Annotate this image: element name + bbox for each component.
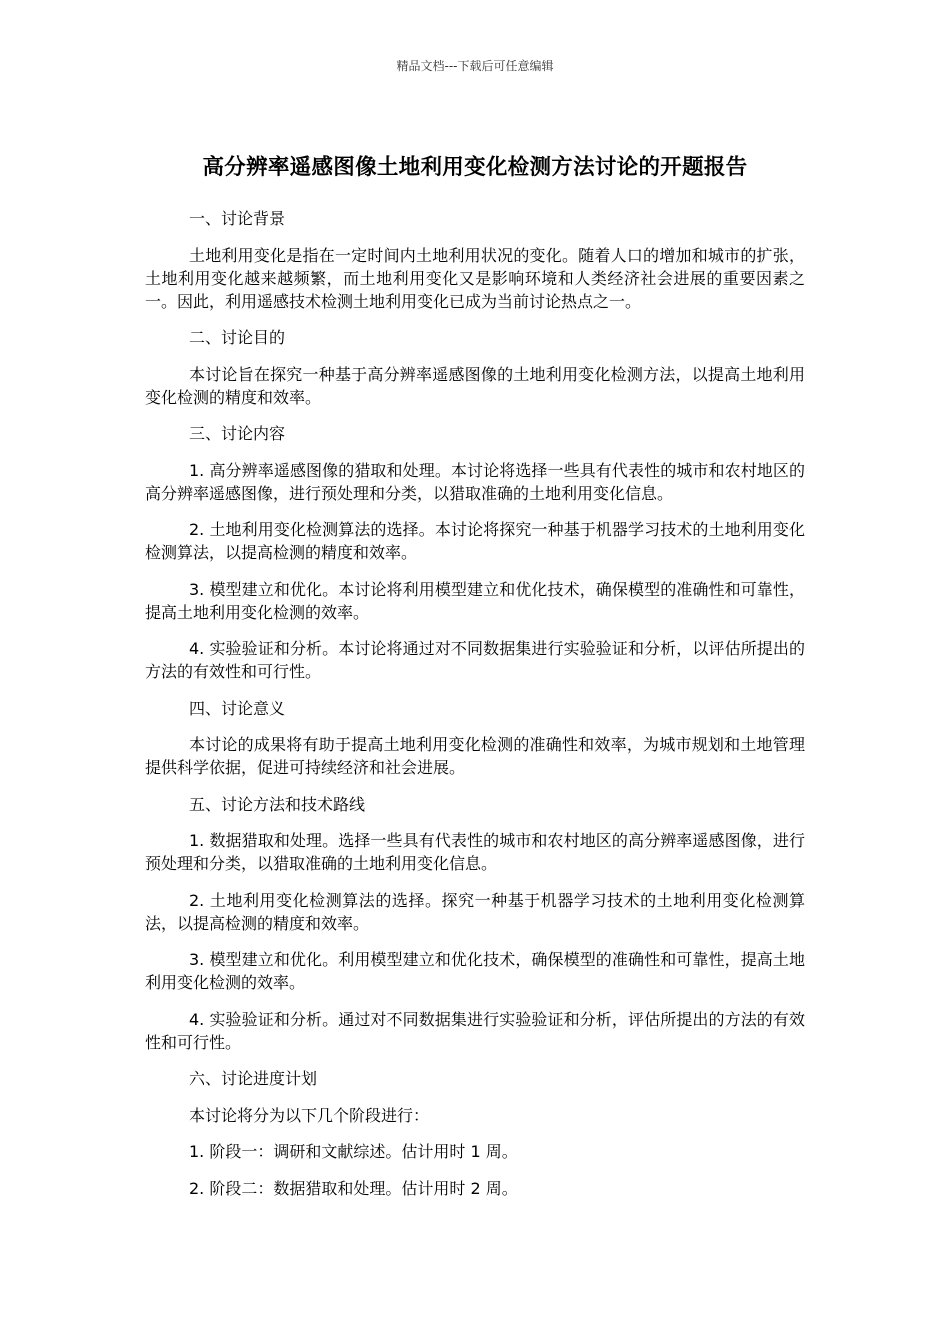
document-title: 高分辨率遥感图像土地利用变化检测方法讨论的开题报告 <box>202 155 748 181</box>
schedule-intro: 本讨论将分为以下几个阶段进行： <box>189 1105 430 1125</box>
methods-item-4: 4. 实验验证和分析。通过对不同数据集进行实验验证和分析，评估所提出的方法的有效性和可行性。 <box>145 1009 805 1052</box>
methods-item-3: 3. 模型建立和优化。利用模型建立和优化技术，确保模型的准确性和可靠性，提高土地利用变化检测的效率。 <box>145 950 805 992</box>
significance-paragraph: 本讨论的成果将有助于提高土地利用变化检测的准确性和效率，为城市规划和土地管理提供科学依据，促进可持续经济和社会进展。 <box>145 735 805 777</box>
section-heading-purpose: 二、讨论目的 <box>189 328 286 347</box>
purpose-paragraph: 本讨论旨在探究一种基于高分辨率遥感图像的土地利用变化检测方法，以提高土地利用变化检测的精度和效率。 <box>145 364 805 407</box>
content-item-2: 2. 土地利用变化检测算法的选择。本讨论将探究一种基于机器学习技术的土地利用变化检测算法，以提高检测的精度和效率。 <box>145 520 805 562</box>
section-heading-significance: 四、讨论意义 <box>189 698 286 718</box>
section-heading-methods: 五、讨论方法和技术路线 <box>189 794 366 814</box>
schedule-item-2: 2. 阶段二：数据猎取和处理。估计用时 2 周。 <box>189 1178 518 1198</box>
schedule-item-1: 1. 阶段一：调研和文献综述。估计用时 1 周。 <box>189 1142 518 1161</box>
background-paragraph: 土地利用变化是指在一定时间内土地利用状况的变化。随着人口的增加和城市的扩张，土地利用变化越来越频繁，而土地利用变化又是影响环境和人类经济社会进展的重要因素之一。因此，利用遥感技术检测土地利用变化已成为当前讨论热点之一。 <box>145 245 805 311</box>
content-item-4: 4. 实验验证和分析。本讨论将通过对不同数据集进行实验验证和分析，以评估所提出的方法的有效性和可行性。 <box>145 639 805 681</box>
content-item-1: 1. 高分辨率遥感图像的猎取和处理。本讨论将选择一些具有代表性的城市和农村地区的高分辨率遥感图像，进行预处理和分类，以猎取准确的土地利用变化信息。 <box>145 460 805 503</box>
methods-item-2: 2. 土地利用变化检测算法的选择。探究一种基于机器学习技术的土地利用变化检测算法，以提高检测的精度和效率。 <box>145 890 805 933</box>
section-heading-background: 一、讨论背景 <box>189 209 286 228</box>
page-header-note: 精品文档---下载后可任意编辑 <box>396 59 554 73</box>
document-body <box>145 207 805 1200</box>
content-item-3: 3. 模型建立和优化。本讨论将利用模型建立和优化技术，确保模型的准确性和可靠性，提高土地利用变化检测的效率。 <box>145 579 805 622</box>
section-heading-content: 三、讨论内容 <box>189 424 286 443</box>
section-heading-schedule: 六、讨论进度计划 <box>189 1069 318 1088</box>
methods-item-1: 1. 数据猎取和处理。选择一些具有代表性的城市和农村地区的高分辨率遥感图像，进行预处理和分类，以猎取准确的土地利用变化信息。 <box>145 831 805 873</box>
